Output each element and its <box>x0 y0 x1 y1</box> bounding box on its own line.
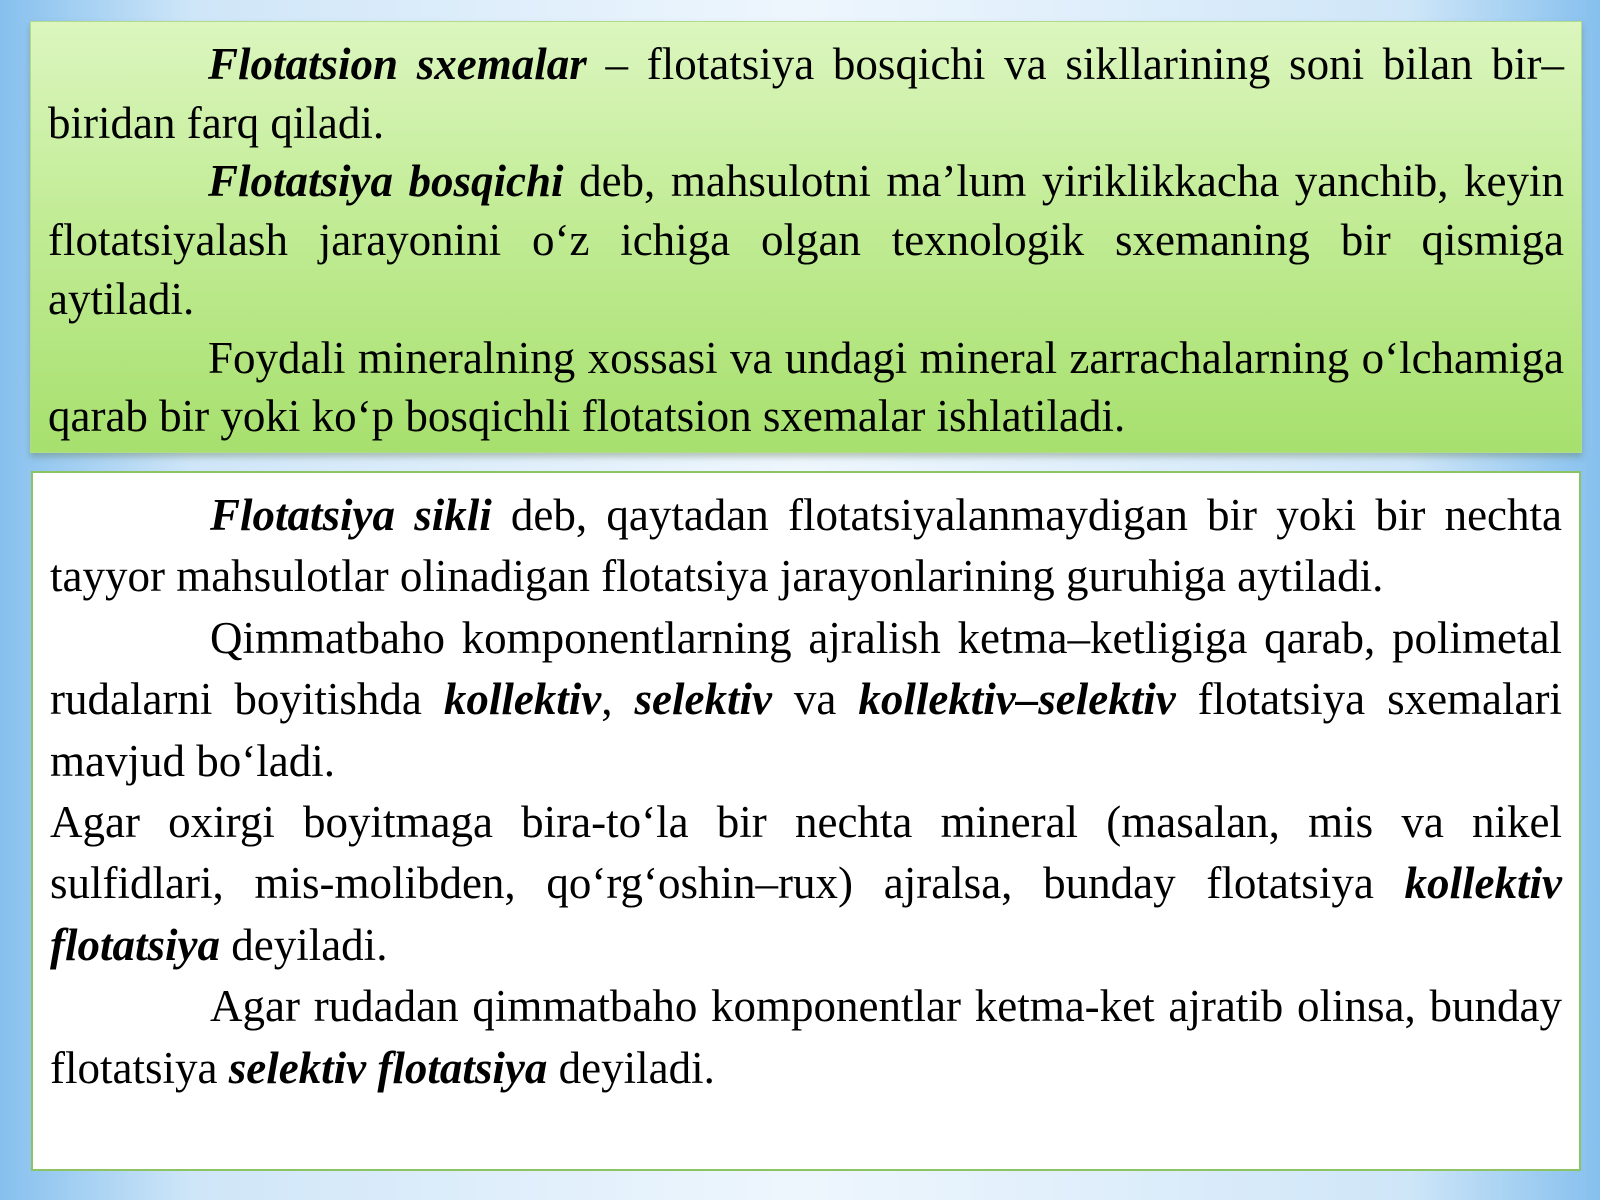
paragraph-collective-flotation <box>50 792 1562 976</box>
definitions-panel-bottom <box>31 471 1581 1171</box>
paragraph-text: deyiladi. <box>547 1042 715 1093</box>
separator-text: va <box>771 674 859 725</box>
paragraph-flotation-cycle <box>50 485 1562 608</box>
term-flotatsiya-sikli: Flotatsiya sikli <box>210 490 492 540</box>
paragraph-text: deb, mahsulotni ma’lum yiriklikkacha yanchib, keyin flotatsiyalash jarayonini o‘z ichiga olgan texnologik sxemaning bir qismiga aytiladi. <box>48 156 1564 324</box>
paragraph-text: Foydali mineralning xossasi va undagi mineral zarrachalarning o‘lchamiga qarab bir yoki ko‘p bosqichli flotatsion sxemalar ishlatiladi. <box>48 332 1564 442</box>
paragraph-mineral-properties <box>48 329 1564 446</box>
term-selektiv: selektiv <box>634 674 772 725</box>
paragraph-scheme-types <box>50 608 1562 792</box>
term-kollektiv: kollektiv <box>443 674 602 725</box>
paragraph-text: – flotatsiya bosqichi va sikllarining soni bilan bir–biridan farq qiladi. <box>48 39 1564 148</box>
term-flotatsion-sxemalar: Flotatsion sxemalar <box>208 39 587 89</box>
paragraph-text: deyiladi. <box>219 919 388 970</box>
paragraph-text: Agar oxirgi boyitmaga bira-to‘la bir nechta mineral (masalan, mis va nikel sulfidlari, mis-molibden, qo‘rg‘oshin–rux) ajralsa, bunday flotatsiya <box>50 797 1562 909</box>
definitions-panel-top <box>30 21 1582 453</box>
paragraph-text: flotatsiya sxemalari mavjud bo‘ladi. <box>50 674 1562 786</box>
paragraph-text: Agar rudadan qimmatbaho komponentlar ketma-ket ajratib olinsa, bunday flotatsiya <box>50 981 1562 1093</box>
paragraph-flotation-schemes <box>48 35 1564 152</box>
term-selektiv-flotatsiya: selektiv flotatsiya <box>228 1042 548 1093</box>
separator-text: , <box>601 674 635 725</box>
paragraph-text: Qimmatbaho komponentlarning ajralish ketma–ketligiga qarab, polimetal rudalarni boyitishda <box>50 612 1562 725</box>
term-kollektiv-flotatsiya: kollektiv flotatsiya <box>50 858 1562 970</box>
paragraph-text: deb, qaytadan flotatsiyalanmaydigan bir yoki bir nechta tayyor mahsulotlar olinadigan flotatsiya jarayonlarining guruhiga aytiladi. <box>50 490 1562 602</box>
paragraph-flotation-stage <box>48 152 1564 328</box>
paragraph-selective-flotation <box>50 976 1562 1099</box>
term-kollektiv-selektiv: kollektiv–selektiv <box>858 674 1176 725</box>
term-flotatsiya-bosqichi: Flotatsiya bosqichi <box>208 156 564 207</box>
